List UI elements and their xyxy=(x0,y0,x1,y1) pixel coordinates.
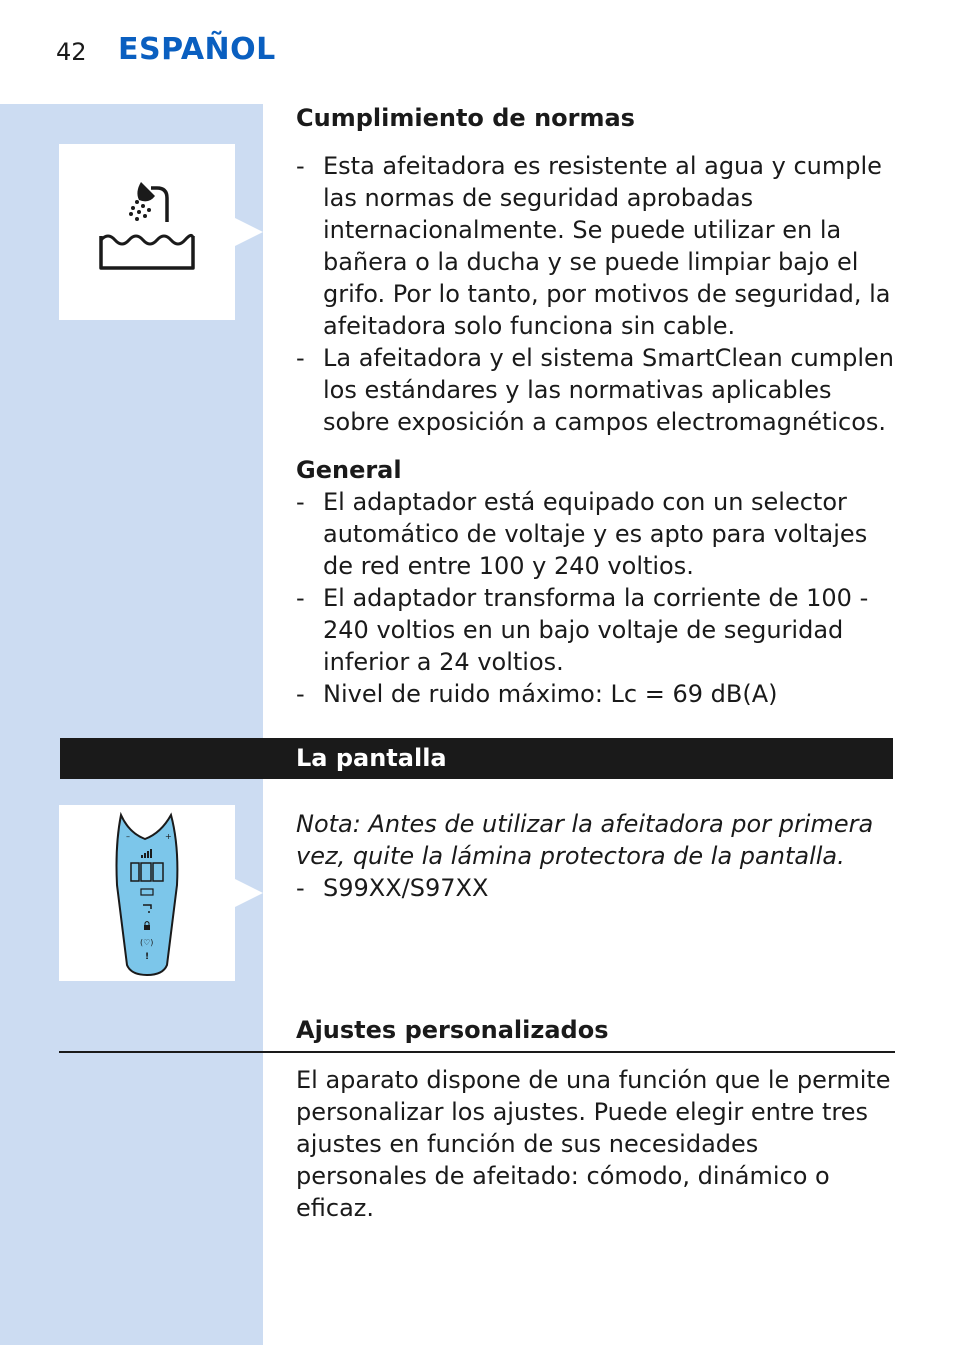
list-item-text: S99XX/S97XX xyxy=(323,874,489,902)
display-heading-bar xyxy=(60,738,893,779)
list-item: - Esta afeitadora es resistente al agua y cumple las normas de seguridad aprobadas internacionalmente. Se puede utilizar en la bañera o la ducha y se puede limpiar bajo el grifo. Por lo tanto, por motivos de seguridad, la afeitadora solo funciona sin cable. xyxy=(296,152,891,340)
pointer-arrow xyxy=(235,218,263,246)
list-item-text: El adaptador transforma la corriente de 100 - 240 voltios en un bajo voltaje de seguridad inferior a 24 voltios. xyxy=(323,584,869,676)
custom-settings-title-wrap xyxy=(296,1016,896,1044)
note-text: Nota: Antes de utilizar la afeitadora por primera vez, quite la lámina protectora de la pantalla. xyxy=(296,810,874,870)
shaver-display-icon xyxy=(59,805,235,981)
list-item-text: La afeitadora y el sistema SmartClean cumplen los estándares y las normativas aplicables sobre exposición a campos electromagnéticos. xyxy=(323,344,894,436)
list-item-text: Esta afeitadora es resistente al agua y cumple las normas de seguridad aprobadas internacionalmente. Se puede utilizar en la bañera o la ducha y se puede limpiar bajo el grifo. Por lo tanto, por motivos de seguridad, la afeitadora solo funciona sin cable. xyxy=(323,152,891,340)
compliance-section xyxy=(296,104,896,438)
list-item: - El adaptador transforma la corriente de 100 - 240 voltios en un bajo voltaje de seguridad inferior a 24 voltios. xyxy=(296,584,869,676)
list-item: - Nivel de ruido máximo: Lc = 69 dB(A) xyxy=(296,680,778,708)
section-title: Cumplimiento de normas xyxy=(296,104,635,132)
section-divider xyxy=(59,1051,895,1053)
custom-settings-section xyxy=(296,1064,896,1224)
display-section xyxy=(296,808,896,904)
shaver-icon-box xyxy=(59,805,235,981)
list-item: - S99XX/S97XX xyxy=(296,874,489,902)
shower-bath-icon xyxy=(59,144,235,320)
svg-text:–: – xyxy=(126,832,130,841)
pointer-arrow xyxy=(235,879,263,907)
display-list xyxy=(296,872,896,904)
custom-settings-body: El aparato dispone de una función que le permite personalizar los ajustes. Puede elegir entre tres ajustes en función de sus necesidades personales de afeitado: cómodo, dinámico o eficaz. xyxy=(296,1066,891,1222)
shower-icon-box xyxy=(59,144,235,320)
svg-text:+: + xyxy=(165,832,172,841)
list-item: - La afeitadora y el sistema SmartClean cumplen los estándares y las normativas aplicables sobre exposición a campos electromagnéticos. xyxy=(296,344,894,436)
section-title: General xyxy=(296,456,402,484)
list-item-text: El adaptador está equipado con un selector automático de voltaje y es apto para voltajes de red entre 100 y 240 voltios. xyxy=(323,488,868,580)
list-item-text: Nivel de ruido máximo: Lc = 69 dB(A) xyxy=(323,680,778,708)
svg-text:!: ! xyxy=(145,952,150,962)
svg-text:(♡): (♡) xyxy=(140,938,154,947)
section-title: La pantalla xyxy=(296,744,447,772)
page-number: 42 xyxy=(56,38,87,66)
list-item: - El adaptador está equipado con un selector automático de voltaje y es apto para voltajes de red entre 100 y 240 voltios. xyxy=(296,488,868,580)
general-list xyxy=(296,486,896,710)
compliance-list xyxy=(296,150,896,438)
section-title: Ajustes personalizados xyxy=(296,1016,609,1044)
general-section xyxy=(296,456,896,710)
language-title: ESPAÑOL xyxy=(118,32,276,67)
